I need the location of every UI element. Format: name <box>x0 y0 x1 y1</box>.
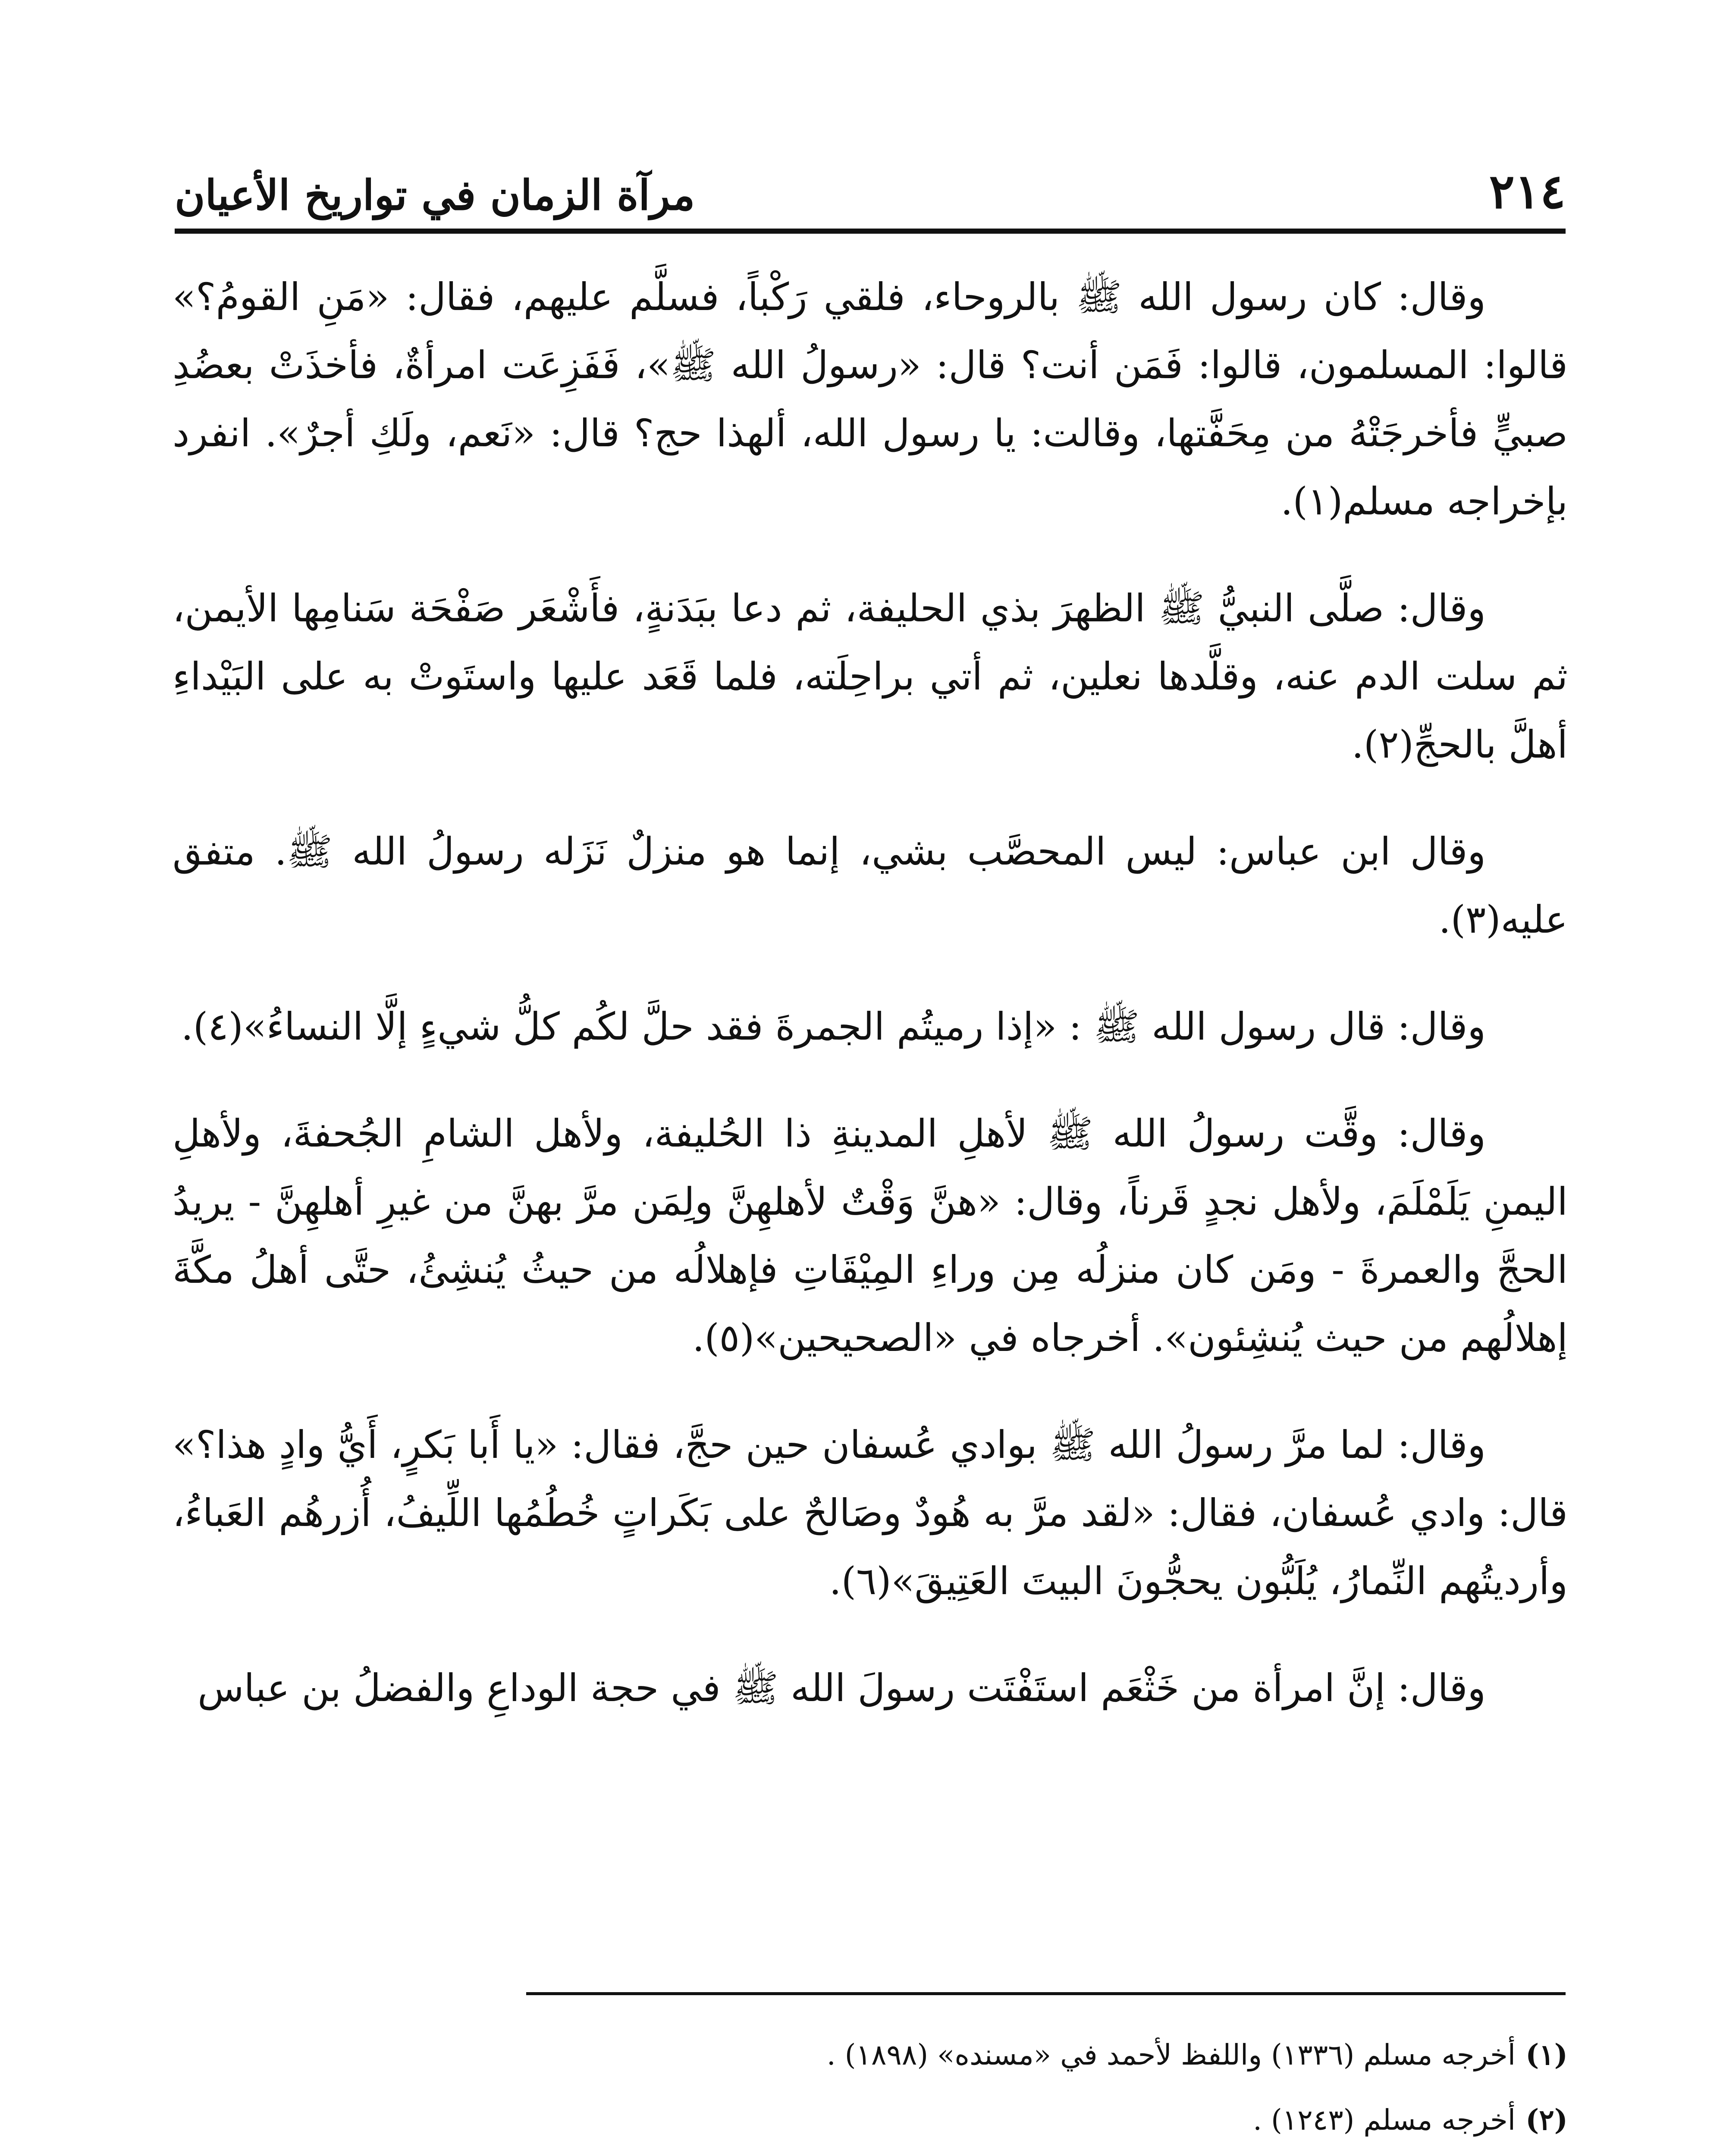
page-number: ٢١٤ <box>1489 163 1566 219</box>
footnote <box>173 2022 1568 2087</box>
footnote <box>173 2087 1568 2153</box>
footnote-number: (٢) <box>1525 2103 1568 2137</box>
header-rule <box>175 229 1566 234</box>
paragraph: وقال: قال رسول الله ﷺ : «إذا رميتُم الجمرةَ فقد حلَّ لكُم كلُّ شيءٍ إلَّا النساءُ»(٤). <box>181 1004 1486 1049</box>
footnote-text: أخرجه مسلم (١٢٤٣) . <box>1253 2103 1516 2137</box>
paragraph: وقال: وقَّت رسولُ الله ﷺ لأهلِ المدينةِ ذا الحُليفة، ولأهل الشامِ الجُحفةَ، ولأهلِ اليمنِ يَلَمْلَمَ، ولأهل نجدٍ قَرناً، وقال: «هنَّ وَقْتٌ لأهلهِنَّ ولِمَن مرَّ بهنَّ من غيرِ أهلهِنَّ - يريدُ الحجَّ والعمرةَ - ومَن كان منزلُه مِن وراءِ المِيْقَاتِ فإهلالُه من حيثُ يُنشِئُ، حتَّى أهلُ مكَّةَ إهلالُهم من حيث يُنشِئون». أخرجاه في «الصحيحين»(٥). <box>173 1111 1568 1360</box>
paragraph: وقال: لما مرَّ رسولُ الله ﷺ بوادي عُسفان حين حجَّ، فقال: «يا أَبا بَكرٍ، أَيُّ وادٍ هذا؟» قال: وادي عُسفان، فقال: «لقد مرَّ به هُودٌ وصَالحٌ على بَكَراتٍ خُطُمُها اللِّيفُ، أُزرهُم العَباءُ، وأرديتُهم النِّمارُ، يُلَبُّون يحجُّونَ البيتَ العَتِيقَ»(٦). <box>173 1423 1568 1603</box>
page-header <box>175 129 1566 220</box>
footnote <box>173 2153 1568 2156</box>
footnotes <box>173 2022 1568 2156</box>
running-title: مرآة الزمان في تواريخ الأعيان <box>175 170 695 219</box>
footnote-number: (١) <box>1525 2038 1568 2071</box>
paragraph: وقال: كان رسول الله ﷺ بالروحاء، فلقي رَكْباً، فسلَّم عليهم، فقال: «مَنِ القومُ؟» قالوا: المسلمون، قالوا: فَمَن أنت؟ قال: «رسولُ الله ﷺ»، فَفَزِعَت امرأةٌ، فأخذَتْ بعضُدِ صبيٍّ فأخرجَتْهُ من مِحَفَّتها، وقالت: يا رسول الله، ألهذا حج؟ قال: «نَعم، ولَكِ أجرٌ». انفرد بإخراجه مسلم(١). <box>173 275 1568 523</box>
paragraph: وقال ابن عباس: ليس المحصَّب بشي، إنما هو منزلٌ نَزَله رسولُ الله ﷺ. متفق عليه(٣). <box>173 829 1568 942</box>
paragraph: وقال: إنَّ امرأة من خَثْعَم استَفْتَت رسولَ الله ﷺ في حجة الوداعِ والفضلُ بن عباس <box>198 1666 1486 1710</box>
footnote-separator <box>526 1992 1566 1995</box>
main-text <box>173 263 1568 1945</box>
footnote-text: أخرجه مسلم (١٣٣٦) واللفظ لأحمد في «مسنده» (١٨٩٨) . <box>826 2038 1516 2071</box>
paragraph: وقال: صلَّى النبيُّ ﷺ الظهرَ بذي الحليفة، ثم دعا ببَدَنةٍ، فأَشْعَر صَفْحَة سَنامِها الأيمن، ثم سلت الدم عنه، وقلَّدها نعلين، ثم أتي براحِلَته، فلما قَعَد عليها واستَوتْ به على البَيْداءِ أهلَّ بالحجِّ(٢). <box>173 586 1568 767</box>
